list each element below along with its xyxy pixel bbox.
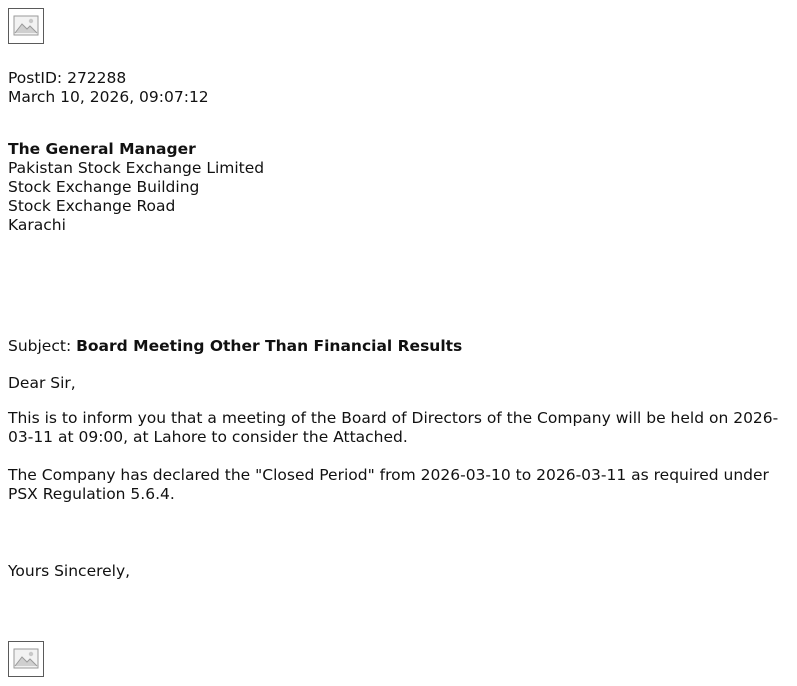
recipient-address-line: Pakistan Stock Exchange Limited (8, 159, 265, 177)
recipient-title: The General Manager (8, 140, 196, 158)
salutation: Dear Sir, (8, 374, 76, 392)
closing: Yours Sincerely, (8, 562, 131, 580)
subject-label: Subject: (8, 337, 77, 355)
subject-text: Board Meeting Other Than Financial Results (76, 337, 463, 355)
body-paragraph: This is to inform you that a meeting of the Board of Directors of the Company will be held on 2026-03-11 at 09:00, at Lahore to consider the Attached. (8, 409, 779, 446)
post-date: March 10, 2026, 09:07:12 (8, 88, 209, 106)
recipient-address-line: Stock Exchange Building (8, 178, 200, 196)
body-paragraph: The Company has declared the "Closed Period" from 2026-03-10 to 2026-03-11 as required under PSX Regulation 5.6.4. (8, 466, 769, 503)
recipient-address-line: Karachi (8, 216, 66, 234)
broken-image-icon (8, 8, 44, 44)
recipient-address-line: Stock Exchange Road (8, 197, 176, 215)
image-placeholder-graphic (13, 646, 39, 672)
image-placeholder-graphic (13, 13, 39, 39)
subject-line (8, 337, 462, 356)
post-id: PostID: 272288 (8, 69, 127, 87)
broken-image-icon (8, 641, 44, 677)
